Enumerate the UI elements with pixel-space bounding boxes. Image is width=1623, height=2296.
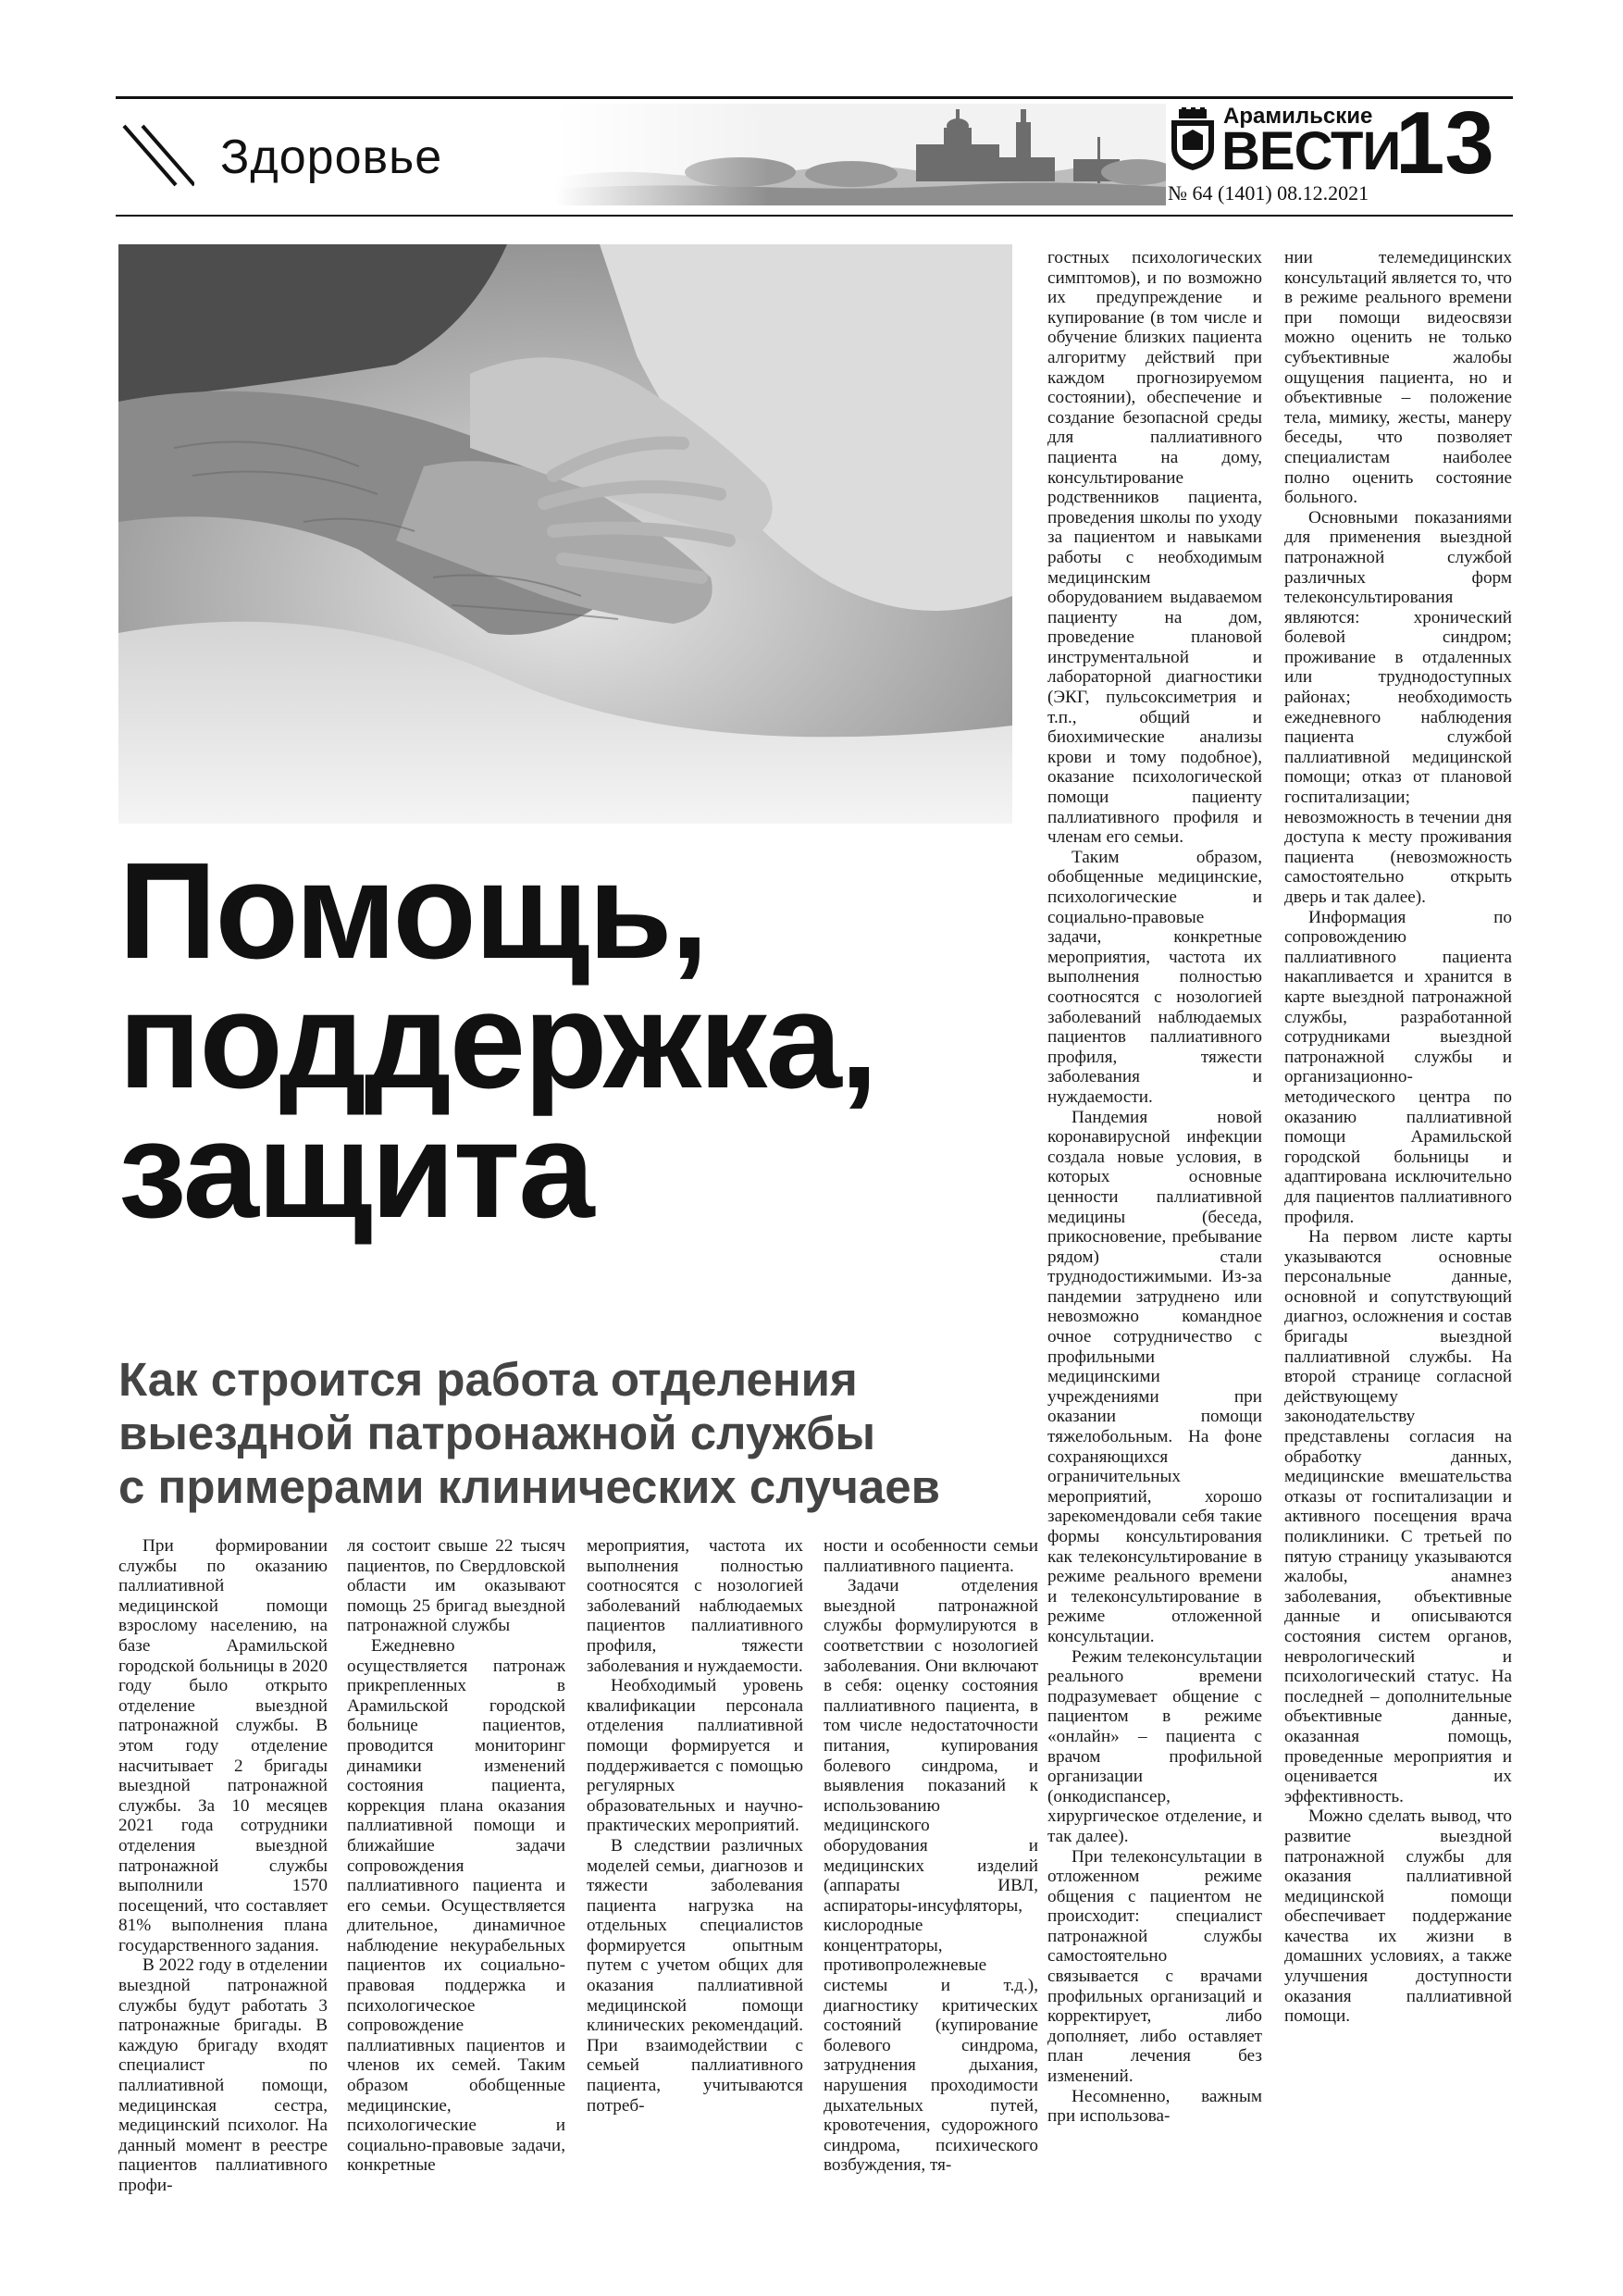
article-column-2	[347, 1536, 565, 2267]
article-column-5	[1047, 248, 1262, 2270]
headline-line-3: защита	[118, 1094, 593, 1247]
photo-hands-illustration	[118, 244, 1012, 824]
issue-number-date: № 64 (1401) 08.12.2021	[1168, 181, 1369, 205]
paragraph: ля состоит свыше 22 тысяч пациентов, по Свердловской области им оказывают помощь 25 бригад выездной патронажной службы	[347, 1536, 565, 1636]
paragraph: При формировании службы по оказанию паллиативной медицинской помощи взрослому населению, на базе Арамильской городской больницы в 2020 году было открыто отделение выездной патронажной службы. В этом году отделение насчитывает 2 бригады выездной патронажной службы. За 10 месяцев 2021 года сотрудники отделения выездной патронажной службы выполнили 1570 посещений, что составляет 81% выполнения плана государственного задания.	[118, 1536, 328, 1955]
header-top-rule	[116, 96, 1513, 99]
section-slashes-icon	[120, 122, 194, 189]
article-column-1	[118, 1536, 328, 2267]
paragraph: мероприятия, частота их выполнения полностью соотносятся с нозологией заболеваний наблюдаемых пациентов паллиативного профиля, тяжести заболевания и нуждаемости.	[587, 1536, 803, 1676]
article-column-3	[587, 1536, 803, 2267]
paragraph: Можно сделать вывод, что развитие выездной патронажной службы для оказания паллиативной медицинской помощи обеспечивает поддержание качества их жизни в домашних условиях, а также улучшения доступности оказания паллиативной помощи.	[1284, 1806, 1512, 2027]
paragraph: Ежедневно осуществляется патронаж прикрепленных в Арамильской городской больнице пациентов, проводится мониторинг динамики изменений состояния пациента, коррекция плана оказания паллиативной помощи и ближайшие задачи сопровождения паллиативного пациента и его семьи. Осуществляется длительное, динамичное наблюдение некурабельных пациентов их социально-правовая поддержка и психологическое сопровождение паллиативных пациентов и членов их семей. Таким образом обобщенные медицинские, психологические и социально-правовые задачи, конкретные	[347, 1635, 565, 2176]
paragraph: Информация по сопровождению паллиативного пациента накапливается и хранится в карте выездной патронажной службы, разработанной сотрудниками выездной патронажной службы и организационно-методического центра по оказанию паллиативной помощи Арамильской городской больницы и адаптирована исключительно для пациентов паллиативного профиля.	[1284, 907, 1512, 1227]
article-column-6	[1284, 248, 1512, 2270]
paragraph: В 2022 году в отделении выездной патронажной службы будут работать 3 патронажные бригады. В каждую бригаду входят специалист по паллиативной помощи, медицинская сестра, медицинский психолог. На данный момент в реестре пациентов паллиативного профи-	[118, 1955, 328, 2195]
subheadline-line-3: с примерами клинических случаев	[118, 1460, 940, 1513]
article-headline	[118, 835, 1044, 1247]
paragraph: Необходимый уровень квалификации персонала отделения паллиативной помощи формируется и поддерживается с помощью регулярных образовательных и научно-практических мероприятий.	[587, 1676, 803, 1836]
article-subheadline	[118, 1353, 1044, 1514]
paragraph: При телеконсультации в отложенном режиме общения с пациентом не происходит: специалист патронажной службы самостоятельно связывается с врачами профильных организаций и корректирует, либо дополняет, либо оставляет план лечения без изменений.	[1047, 1846, 1262, 2087]
paragraph: Пандемия новой коронавирусной инфекции создала новые условия, в которых основные ценности паллиативной медицины (беседа, прикосновение, пребывание рядом) стали труднодостижимыми. Из-за пандемии затруднено или невозможно командное очное сотрудничество с профильными медицинскими учреждениями при оказании помощи тяжелобольным. На фоне сохраняющихся ограничительных мероприятий, хорошо зарекомендовали себя такие формы консультирования как телеконсультирование в режиме реального времени и телеконсультирование в режиме отложенной консультации.	[1047, 1107, 1262, 1646]
paragraph: нии телемедицинских консультаций является то, что в режиме реального времени при помощи видеосвязи можно оценить не только субъективные жалобы ощущения пациента, но и объективные – положение тела, мимику, жесты, манеру беседы, что позволяет специалистам наиболее полно оценить состояние больного.	[1284, 248, 1512, 508]
article-column-4	[824, 1536, 1038, 2267]
section-title: Здоровье	[220, 130, 443, 184]
paragraph: Несомненно, важным при использова-	[1047, 2086, 1262, 2127]
paragraph: Основными показаниями для применения выездной патронажной службой различных форм телеконсультирования являются: хронический болевой синдром; проживание в отдаленных или труднодоступных районах; необходимость ежедневного наблюдения пациента службой паллиативной медицинской помощи; отказ от плановой госпитализации; невозможность в течении дня доступа к месту проживания пациента (невозможность самостоятельно открыть дверь и так далее).	[1284, 507, 1512, 907]
paragraph: гостных психологических симптомов), и по возможно их предупреждение и купирование (в том числе и обучение близких пациента алгоритму действий при каждом прогнозируемом состоянии), обеспечение и создание безопасной среды для паллиативного пациента на дому, консультирование родственников пациента, проведения школы по уходу за пациентом и навыками работы с необходимым медицинским оборудованием выдаваемом пациенту на дом, проведение плановой инструментальной и лабораторной диагностики (ЭКГ, пульсоксиметрия и т.п., общий и биохимические анализы крови и тому подобное), оказание психологической помощи пациенту паллиативного профиля и членам его семьи.	[1047, 248, 1262, 848]
article-photo-hands	[118, 244, 1012, 824]
town-coat-of-arms-icon	[1168, 107, 1218, 172]
masthead-subtitle: Арамильские	[1223, 104, 1373, 129]
paragraph: Таким образом, обобщенные медицинские, психологические и социально-правовые задачи, конкретные мероприятия, частота их выполнения полностью соотносятся с нозологией заболеваний наблюдаемых пациентов паллиативного профиля, тяжести заболевания и нуждаемости.	[1047, 847, 1262, 1107]
paragraph: Режим телеконсультации реального времени подразумевает общение с пациентом в режиме «онлайн» – пациента с врачом профильной организации (онкодиспансер, хирургическое отделение, и так далее).	[1047, 1646, 1262, 1846]
headline-line-2: поддержка,	[118, 964, 876, 1117]
paragraph: В следствии различных моделей семьи, диагнозов и тяжести заболевания пациента нагрузка на отдельных специалистов формируется опытным путем с учетом общих для оказания паллиативной медицинской помощи клинических рекомендаций. При взаимодействии с семьей паллиативного пациента, учитываются потреб-	[587, 1835, 803, 2116]
town-skyline-banner	[555, 104, 1166, 205]
header-bottom-rule	[116, 215, 1513, 217]
paragraph: На первом листе карты указываются основные персональные данные, основной и сопутствующий диагноз, осложнения и состав бригады выездной паллиативной службы. На второй странице согласной действующему законодательству представлены согласия на обработку данных, медицинские вмешательства отказы от госпитализации и активного посещения врача поликлиники. С третьей по пятую страницу указываются жалобы, анамнез заболевания, объективные данные и описываются состояния систем органов, неврологический и психологический статус. На последней – дополнительные объективные данные, оказанная помощь, проведенные мероприятия и оценивается их эффективность.	[1284, 1227, 1512, 1806]
headline-line-1: Помощь,	[118, 835, 707, 987]
subheadline-line-2: выездной патронажной службы	[118, 1407, 876, 1459]
paragraph: ности и особенности семьи паллиативного пациента.	[824, 1536, 1038, 1576]
masthead-title: ВЕСТИ	[1221, 121, 1401, 181]
paragraph: Задачи отделения выездной патронажной службы формулируются в соответствии с нозологией заболевания. Они включают в себя: оценку состояния паллиативного пациента, в том числе недостаточности питания, купирования болевого синдрома, и выявления показаний к использованию медицинского оборудования и медицинских изделий (аппараты ИВЛ, аспираторы-инсуфляторы, кислородные концентраторы, противопролежневые системы и т.д.), диагностику критических состояний (купирование болевого синдрома, затруднения дыхания, нарушения проходимости дыхательных путей, кровотечения, судорожного синдрома, психического возбуждения, тя-	[824, 1576, 1038, 2176]
subheadline-line-1: Как строится работа отделения	[118, 1353, 858, 1406]
page-number: 13	[1395, 93, 1494, 192]
